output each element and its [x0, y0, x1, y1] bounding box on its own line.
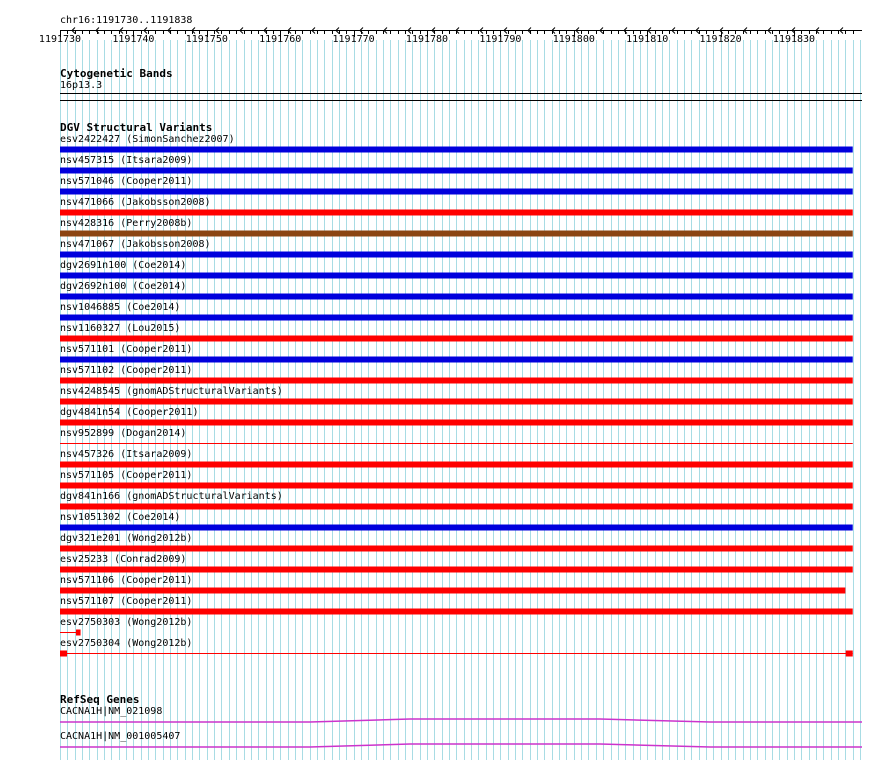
dgv-feature-block	[60, 651, 67, 657]
region-label: chr16:1191730..1191838	[60, 15, 193, 26]
ruler-tick-label: 1191810	[626, 34, 669, 45]
dgv-feature-bar	[60, 525, 853, 531]
dgv-track-title[interactable]: DGV Structural Variants	[60, 121, 213, 134]
ruler-tick-label: 1191750	[185, 34, 228, 45]
ruler-tick-label: 1191780	[405, 34, 449, 45]
dgv-feature-label[interactable]: nsv4248545 (gnomADStructuralVariants)	[60, 386, 283, 397]
dgv-feature-bar	[60, 189, 853, 195]
dgv-feature-label[interactable]: esv2750303 (Wong2012b)	[60, 617, 193, 628]
dgv-feature-bar	[60, 504, 853, 510]
ruler-tick-label: 1191740	[112, 34, 155, 45]
ruler-tick-label: 1191730	[38, 34, 82, 45]
dgv-feature-bar	[60, 609, 853, 615]
dgv-feature-label[interactable]: nsv1160327 (Lou2015)	[60, 323, 181, 334]
dgv-feature-label[interactable]: nsv1051302 (Coe2014)	[60, 512, 181, 523]
dgv-feature-label[interactable]: nsv571105 (Cooper2011)	[60, 470, 193, 481]
dgv-feature-bar	[60, 462, 853, 468]
dgv-feature-label[interactable]: nsv952899 (Dogan2014)	[60, 428, 187, 439]
dgv-feature-bar	[60, 315, 853, 321]
refseq-gene-intron-line	[60, 744, 862, 747]
dgv-feature-label[interactable]: esv2422427 (SimonSanchez2007)	[60, 134, 235, 145]
dgv-feature-label[interactable]: nsv571107 (Cooper2011)	[60, 596, 193, 607]
cytoband-track-title[interactable]: Cytogenetic Bands	[60, 67, 173, 80]
dgv-feature-label[interactable]: nsv571102 (Cooper2011)	[60, 365, 193, 376]
dgv-feature-label[interactable]: dgv841n166 (gnomADStructuralVariants)	[60, 491, 283, 502]
dgv-feature-label[interactable]: esv25233 (Conrad2009)	[60, 554, 187, 565]
dgv-feature-bar	[60, 378, 853, 384]
ruler-tick-label: 1191830	[772, 34, 816, 45]
ruler-tick-label: 1191790	[479, 34, 522, 45]
dgv-feature-block	[76, 630, 81, 636]
dgv-feature-line	[60, 632, 76, 633]
dgv-feature-line	[60, 653, 853, 654]
dgv-feature-bar	[60, 336, 853, 342]
ruler-tick-label: 1191760	[259, 34, 302, 45]
dgv-feature-label[interactable]: nsv457315 (Itsara2009)	[60, 155, 193, 166]
dgv-feature-label[interactable]: dgv2692n100 (Coe2014)	[60, 281, 187, 292]
dgv-feature-bar	[60, 399, 853, 405]
dgv-feature-bar	[60, 147, 853, 153]
dgv-feature-bar	[60, 483, 853, 489]
dgv-feature-label[interactable]: nsv471067 (Jakobsson2008)	[60, 239, 211, 250]
dgv-feature-bar	[60, 546, 853, 552]
ruler-tick-label: 1191770	[332, 34, 375, 45]
dgv-feature-block	[846, 651, 853, 657]
dgv-feature-label[interactable]: nsv571106 (Cooper2011)	[60, 575, 193, 586]
dgv-feature-bar	[60, 168, 853, 174]
dgv-feature-label[interactable]: esv2750304 (Wong2012b)	[60, 638, 193, 649]
dgv-feature-bar	[60, 420, 853, 426]
ruler-tick-label: 1191820	[699, 34, 742, 45]
dgv-feature-label[interactable]: dgv2691n100 (Coe2014)	[60, 260, 187, 271]
dgv-feature-label[interactable]: nsv428316 (Perry2008b)	[60, 218, 193, 229]
refseq-gene-label[interactable]: CACNA1H|NM_021098	[60, 706, 163, 717]
dgv-feature-bar	[60, 357, 853, 363]
dgv-feature-label[interactable]: nsv471066 (Jakobsson2008)	[60, 197, 211, 208]
refseq-gene-label[interactable]: CACNA1H|NM_001005407	[60, 731, 181, 742]
dgv-feature-bar	[60, 210, 853, 216]
dgv-feature-label[interactable]: nsv571046 (Cooper2011)	[60, 176, 193, 187]
dgv-feature-label[interactable]: dgv4841n54 (Cooper2011)	[60, 407, 199, 418]
dgv-feature-label[interactable]: nsv571101 (Cooper2011)	[60, 344, 193, 355]
cytoband-label[interactable]: 16p13.3	[60, 80, 103, 91]
dgv-feature-bar	[60, 231, 853, 237]
dgv-feature-bar	[60, 443, 853, 444]
refseq-gene-intron-line	[60, 719, 862, 722]
dgv-feature-label[interactable]: nsv1046885 (Coe2014)	[60, 302, 181, 313]
refseq-track-title[interactable]: RefSeq Genes	[60, 693, 140, 706]
dgv-feature-bar	[60, 252, 853, 258]
dgv-feature-label[interactable]: nsv457326 (Itsara2009)	[60, 449, 193, 460]
dgv-feature-bar	[60, 294, 853, 300]
dgv-feature-label[interactable]: dgv321e201 (Wong2012b)	[60, 533, 193, 544]
dgv-feature-bar	[60, 588, 845, 594]
dgv-feature-bar	[60, 567, 853, 573]
dgv-feature-bar	[60, 273, 853, 279]
ruler-tick-label: 1191800	[552, 34, 595, 45]
